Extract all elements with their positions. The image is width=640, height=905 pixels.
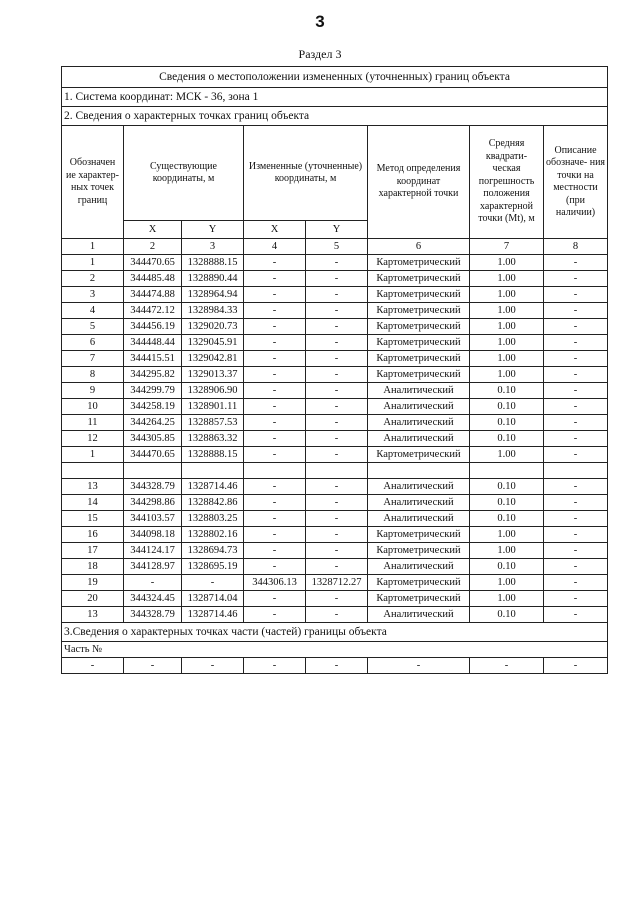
part-cell: -: [470, 658, 544, 674]
point-designation: 1: [62, 447, 124, 463]
existing-x: 344328.79: [124, 607, 182, 623]
column-numbers-row: [62, 239, 608, 255]
point-designation: 19: [62, 575, 124, 591]
header-existing-coords: Существующие координаты, м: [124, 126, 244, 221]
description: -: [544, 607, 608, 623]
error: 1.00: [470, 303, 544, 319]
table-row: [62, 415, 608, 431]
description: -: [544, 591, 608, 607]
existing-y: 1328984.33: [182, 303, 244, 319]
description: -: [544, 479, 608, 495]
changed-x: -: [244, 255, 306, 271]
description: -: [544, 559, 608, 575]
existing-y: 1328888.15: [182, 255, 244, 271]
existing-y: 1328695.19: [182, 559, 244, 575]
existing-y: 1328842.86: [182, 495, 244, 511]
point-designation: 3: [62, 287, 124, 303]
changed-x: -: [244, 591, 306, 607]
point-designation: 20: [62, 591, 124, 607]
empty-cell: [124, 463, 182, 479]
empty-cell: [182, 463, 244, 479]
part-cell: -: [62, 658, 124, 674]
changed-y: -: [306, 303, 368, 319]
point-designation: 7: [62, 351, 124, 367]
header-changed-x: X: [244, 221, 306, 239]
table-row: [62, 543, 608, 559]
page-number: 3: [315, 12, 325, 31]
existing-y: 1328694.73: [182, 543, 244, 559]
method: Картометрический: [368, 303, 470, 319]
existing-x: 344295.82: [124, 367, 182, 383]
existing-x: 344128.97: [124, 559, 182, 575]
header-description: Описание обозначе- ния точки на местности (при наличии): [544, 126, 608, 239]
changed-x: -: [244, 511, 306, 527]
part-cell: -: [244, 658, 306, 674]
existing-x: 344258.19: [124, 399, 182, 415]
changed-x: -: [244, 287, 306, 303]
table-row: [62, 447, 608, 463]
existing-y: 1328964.94: [182, 287, 244, 303]
table-row: [62, 399, 608, 415]
changed-y: -: [306, 511, 368, 527]
description: -: [544, 255, 608, 271]
method: Картометрический: [368, 591, 470, 607]
boundary-coordinates-table: [61, 66, 608, 674]
existing-x: 344448.44: [124, 335, 182, 351]
method: Картометрический: [368, 543, 470, 559]
point-designation: 10: [62, 399, 124, 415]
error: 1.00: [470, 527, 544, 543]
method: Аналитический: [368, 383, 470, 399]
existing-y: 1329013.37: [182, 367, 244, 383]
changed-y: -: [306, 431, 368, 447]
existing-x: 344470.65: [124, 447, 182, 463]
changed-x: -: [244, 271, 306, 287]
changed-x: -: [244, 415, 306, 431]
point-designation: 17: [62, 543, 124, 559]
method: Аналитический: [368, 479, 470, 495]
changed-x: -: [244, 399, 306, 415]
part-cell: -: [368, 658, 470, 674]
existing-y: 1328714.46: [182, 479, 244, 495]
changed-y: -: [306, 495, 368, 511]
method: Аналитический: [368, 399, 470, 415]
changed-x: 344306.13: [244, 575, 306, 591]
point-designation: 14: [62, 495, 124, 511]
description: -: [544, 271, 608, 287]
method: Аналитический: [368, 495, 470, 511]
existing-x: 344298.86: [124, 495, 182, 511]
method: Картометрический: [368, 255, 470, 271]
changed-y: -: [306, 607, 368, 623]
column-number: 2: [124, 239, 182, 255]
error: 0.10: [470, 431, 544, 447]
existing-y: 1328906.90: [182, 383, 244, 399]
header-changed-y: Y: [306, 221, 368, 239]
existing-x: 344415.51: [124, 351, 182, 367]
error: 0.10: [470, 399, 544, 415]
empty-cell: [368, 463, 470, 479]
part-cell: -: [124, 658, 182, 674]
description: -: [544, 319, 608, 335]
method: Картометрический: [368, 527, 470, 543]
changed-y: -: [306, 559, 368, 575]
existing-x: 344305.85: [124, 431, 182, 447]
table-row: [62, 495, 608, 511]
header-error: Средняя квадрати- ческая погрешность положения характерной точки (Mt), м: [470, 126, 544, 239]
changed-x: -: [244, 351, 306, 367]
changed-y: -: [306, 415, 368, 431]
empty-cell: [62, 463, 124, 479]
existing-y: 1329045.91: [182, 335, 244, 351]
table-row: [62, 591, 608, 607]
point-designation: 16: [62, 527, 124, 543]
existing-y: -: [182, 575, 244, 591]
existing-x: 344472.12: [124, 303, 182, 319]
header-existing-y: Y: [182, 221, 244, 239]
changed-y: -: [306, 255, 368, 271]
existing-y: 1328863.32: [182, 431, 244, 447]
point-designation: 8: [62, 367, 124, 383]
changed-y: -: [306, 351, 368, 367]
existing-y: 1328890.44: [182, 271, 244, 287]
description: -: [544, 543, 608, 559]
changed-x: -: [244, 303, 306, 319]
error: 1.00: [470, 543, 544, 559]
part-cell: -: [306, 658, 368, 674]
part-label: Часть №: [62, 642, 608, 658]
part-cell: -: [182, 658, 244, 674]
method: Картометрический: [368, 367, 470, 383]
empty-cell: [244, 463, 306, 479]
changed-y: -: [306, 591, 368, 607]
changed-x: -: [244, 543, 306, 559]
changed-y: -: [306, 399, 368, 415]
changed-y: -: [306, 319, 368, 335]
changed-y: -: [306, 271, 368, 287]
error: 0.10: [470, 511, 544, 527]
description: -: [544, 495, 608, 511]
changed-x: -: [244, 479, 306, 495]
column-number: 1: [62, 239, 124, 255]
changed-x: -: [244, 607, 306, 623]
method: Аналитический: [368, 607, 470, 623]
existing-y: 1328857.53: [182, 415, 244, 431]
existing-x: 344324.45: [124, 591, 182, 607]
table-row: [62, 575, 608, 591]
changed-x: -: [244, 335, 306, 351]
error: 1.00: [470, 351, 544, 367]
changed-x: -: [244, 559, 306, 575]
changed-y: 1328712.27: [306, 575, 368, 591]
changed-x: -: [244, 319, 306, 335]
error: 0.10: [470, 559, 544, 575]
table-title: Сведения о местоположении измененных (уточненных) границ объекта: [62, 67, 608, 88]
error: 0.10: [470, 495, 544, 511]
changed-y: -: [306, 543, 368, 559]
table-row: [62, 319, 608, 335]
error: 1.00: [470, 287, 544, 303]
method: Аналитический: [368, 511, 470, 527]
table-row: [62, 479, 608, 495]
method: Картометрический: [368, 335, 470, 351]
existing-y: 1328714.04: [182, 591, 244, 607]
header-method: Метод определения координат характерной точки: [368, 126, 470, 239]
point-designation: 13: [62, 479, 124, 495]
existing-y: 1328714.46: [182, 607, 244, 623]
existing-y: 1328802.16: [182, 527, 244, 543]
description: -: [544, 383, 608, 399]
table-row: [62, 607, 608, 623]
method: Картометрический: [368, 271, 470, 287]
error: 1.00: [470, 255, 544, 271]
existing-x: 344470.65: [124, 255, 182, 271]
part-cell: -: [544, 658, 608, 674]
existing-x: 344456.19: [124, 319, 182, 335]
point-designation: 2: [62, 271, 124, 287]
section-label: Раздел 3: [298, 47, 342, 61]
header-changed-coords: Измененные (уточненные) координаты, м: [244, 126, 368, 221]
table-row: [62, 303, 608, 319]
method: Картометрический: [368, 575, 470, 591]
existing-x: 344103.57: [124, 511, 182, 527]
existing-x: -: [124, 575, 182, 591]
empty-cell: [470, 463, 544, 479]
error: 0.10: [470, 383, 544, 399]
table-row: [62, 511, 608, 527]
error: 0.10: [470, 415, 544, 431]
method: Картометрический: [368, 319, 470, 335]
point-designation: 1: [62, 255, 124, 271]
existing-x: 344098.18: [124, 527, 182, 543]
point-designation: 9: [62, 383, 124, 399]
table-row: [62, 335, 608, 351]
table-row: [62, 431, 608, 447]
header-designation: Обозначен ие характер- ных точек границ: [62, 126, 124, 239]
changed-y: -: [306, 367, 368, 383]
empty-cell: [544, 463, 608, 479]
point-designation: 18: [62, 559, 124, 575]
description: -: [544, 335, 608, 351]
description: -: [544, 511, 608, 527]
existing-x: 344124.17: [124, 543, 182, 559]
table-row: [62, 271, 608, 287]
changed-y: -: [306, 335, 368, 351]
table-row: [62, 255, 608, 271]
error: 1.00: [470, 591, 544, 607]
point-designation: 5: [62, 319, 124, 335]
table-row: [62, 658, 608, 674]
existing-x: 344474.88: [124, 287, 182, 303]
table-row: [62, 383, 608, 399]
changed-x: -: [244, 495, 306, 511]
changed-x: -: [244, 367, 306, 383]
existing-y: 1329042.81: [182, 351, 244, 367]
description: -: [544, 415, 608, 431]
method: Аналитический: [368, 415, 470, 431]
existing-x: 344299.79: [124, 383, 182, 399]
coordinate-system: 1. Система координат: МСК - 36, зона 1: [62, 88, 608, 107]
error: 0.10: [470, 607, 544, 623]
changed-x: -: [244, 447, 306, 463]
existing-x: 344485.48: [124, 271, 182, 287]
empty-cell: [306, 463, 368, 479]
header-existing-x: X: [124, 221, 182, 239]
point-designation: 11: [62, 415, 124, 431]
table-row: [62, 559, 608, 575]
existing-x: 344328.79: [124, 479, 182, 495]
column-number: 5: [306, 239, 368, 255]
point-designation: 12: [62, 431, 124, 447]
description: -: [544, 351, 608, 367]
description: -: [544, 287, 608, 303]
error: 1.00: [470, 367, 544, 383]
error: 1.00: [470, 575, 544, 591]
changed-x: -: [244, 527, 306, 543]
description: -: [544, 431, 608, 447]
table-row: [62, 287, 608, 303]
method: Картометрический: [368, 447, 470, 463]
points-heading: 2. Сведения о характерных точках границ объекта: [62, 107, 608, 126]
changed-y: -: [306, 287, 368, 303]
column-number: 3: [182, 239, 244, 255]
point-designation: 6: [62, 335, 124, 351]
separator-row: [62, 463, 608, 479]
existing-x: 344264.25: [124, 415, 182, 431]
column-number: 4: [244, 239, 306, 255]
table-row: [62, 527, 608, 543]
description: -: [544, 303, 608, 319]
description: -: [544, 447, 608, 463]
description: -: [544, 575, 608, 591]
changed-x: -: [244, 431, 306, 447]
changed-y: -: [306, 447, 368, 463]
description: -: [544, 399, 608, 415]
changed-y: -: [306, 527, 368, 543]
table-row: [62, 367, 608, 383]
existing-y: 1328888.15: [182, 447, 244, 463]
existing-y: 1328803.25: [182, 511, 244, 527]
error: 1.00: [470, 271, 544, 287]
existing-y: 1328901.11: [182, 399, 244, 415]
table-row: [62, 351, 608, 367]
method: Аналитический: [368, 431, 470, 447]
existing-y: 1329020.73: [182, 319, 244, 335]
point-designation: 15: [62, 511, 124, 527]
changed-x: -: [244, 383, 306, 399]
error: 1.00: [470, 335, 544, 351]
description: -: [544, 367, 608, 383]
point-designation: 4: [62, 303, 124, 319]
method: Картометрический: [368, 351, 470, 367]
description: -: [544, 527, 608, 543]
changed-y: -: [306, 479, 368, 495]
method: Картометрический: [368, 287, 470, 303]
parts-heading: 3.Сведения о характерных точках части (частей) границы объекта: [62, 623, 608, 642]
column-number: 7: [470, 239, 544, 255]
changed-y: -: [306, 383, 368, 399]
error: 1.00: [470, 447, 544, 463]
point-designation: 13: [62, 607, 124, 623]
column-number: 8: [544, 239, 608, 255]
method: Аналитический: [368, 559, 470, 575]
error: 0.10: [470, 479, 544, 495]
error: 1.00: [470, 319, 544, 335]
column-number: 6: [368, 239, 470, 255]
